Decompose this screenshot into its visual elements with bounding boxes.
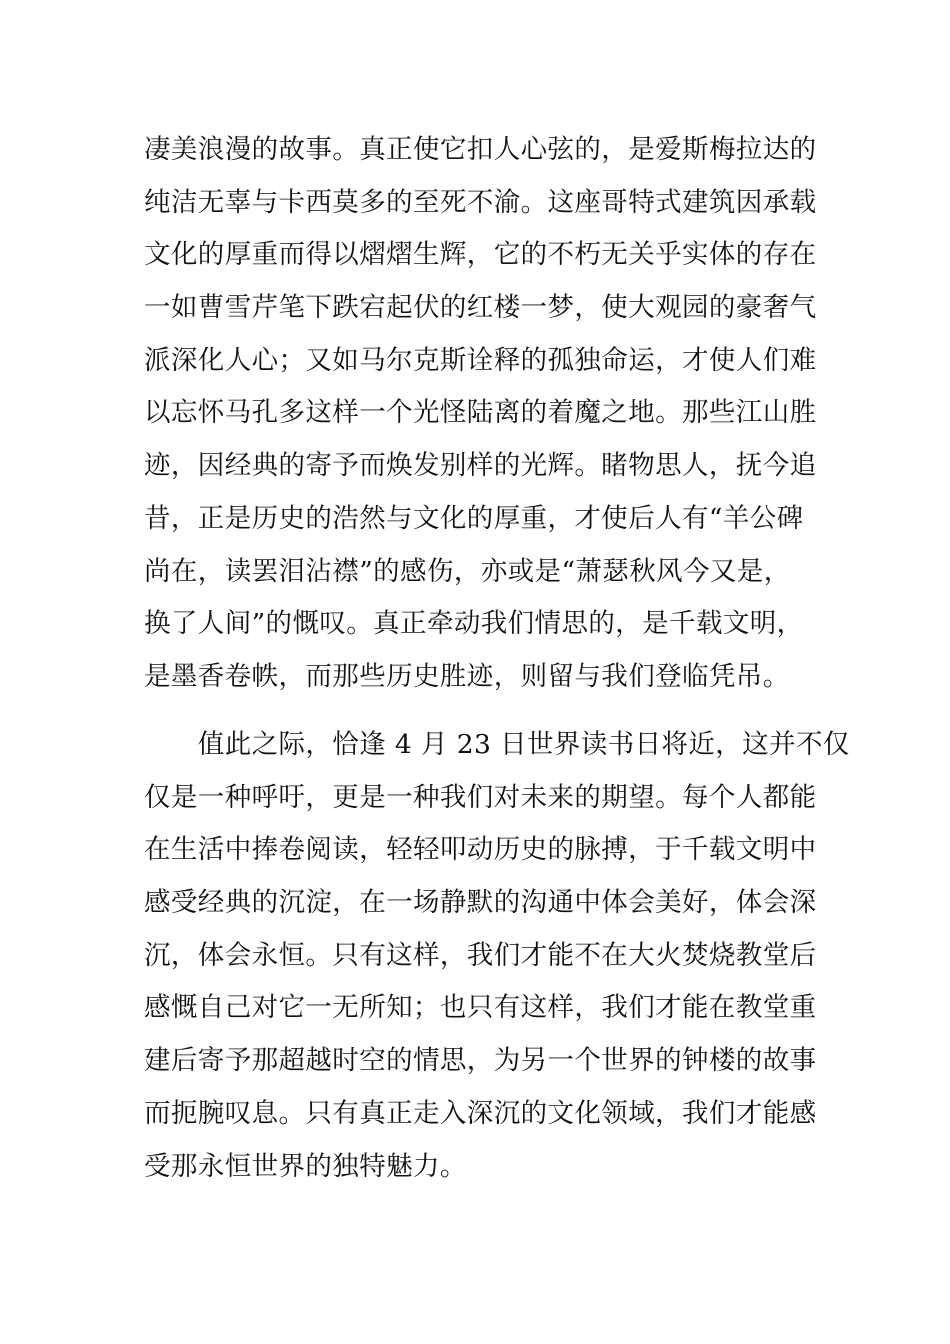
- text-line: 沉，体会永恒。只有这样，我们才能不在大火焚烧教堂后: [144, 939, 817, 971]
- text-line: 以忘怀马孔多这样一个光怪陆离的着魔之地。那些江山胜: [144, 397, 817, 429]
- text-line: 建后寄予那超越时空的情思，为另一个世界的钟楼的故事: [144, 1045, 817, 1077]
- text-line: 纯洁无辜与卡西莫多的至死不渝。这座哥特式建筑因承载: [144, 186, 817, 218]
- text-line: 感慨自己对它一无所知；也只有这样，我们才能在教堂重: [144, 992, 817, 1024]
- text-line: 在生活中捧卷阅读，轻轻叩动历史的脉搏，于千载文明中: [144, 834, 817, 866]
- paragraph-2: [144, 719, 850, 1193]
- text-line: 尚在，读罢泪沾襟”的感伤，亦或是“萧瑟秋风今又是，: [144, 555, 791, 587]
- text-line: 是墨香卷帙，而那些历史胜迹，则留与我们登临凭吊。: [144, 660, 790, 692]
- text-line: 值此之际，恰逢 4 月 23 日世界读书日将近，这并不仅: [144, 729, 850, 760]
- text-line: 文化的厚重而得以熠熠生辉，它的不朽无关乎实体的存在: [144, 239, 817, 271]
- text-line: 换了人间”的慨叹。真正牵动我们情思的，是千载文明，: [144, 608, 804, 640]
- text-line: 迹，因经典的寄予而焕发别样的光辉。睹物思人，抚今追: [144, 450, 817, 482]
- text-line: 仅是一种呼吁，更是一种我们对未来的期望。每个人都能: [144, 781, 817, 813]
- text-line: 受那永恒世界的独特魅力。: [144, 1150, 467, 1182]
- paragraph-1: [144, 124, 817, 704]
- text-line: 而扼腕叹息。只有真正走入深沉的文化领域，我们才能感: [144, 1097, 817, 1129]
- text-line: 一如曹雪芹笔下跌宕起伏的红楼一梦，使大观园的豪奢气: [144, 292, 817, 324]
- text-line: 昔，正是历史的浩然与文化的厚重，才使后人有“羊公碑: [144, 502, 804, 534]
- text-line: 派深化人心；又如马尔克斯诠释的孤独命运，才使人们难: [144, 344, 817, 376]
- text-line: 感受经典的沉淀，在一场静默的沟通中体会美好，体会深: [144, 887, 817, 919]
- text-line: 凄美浪漫的故事。真正使它扣人心弦的，是爱斯梅拉达的: [144, 134, 817, 165]
